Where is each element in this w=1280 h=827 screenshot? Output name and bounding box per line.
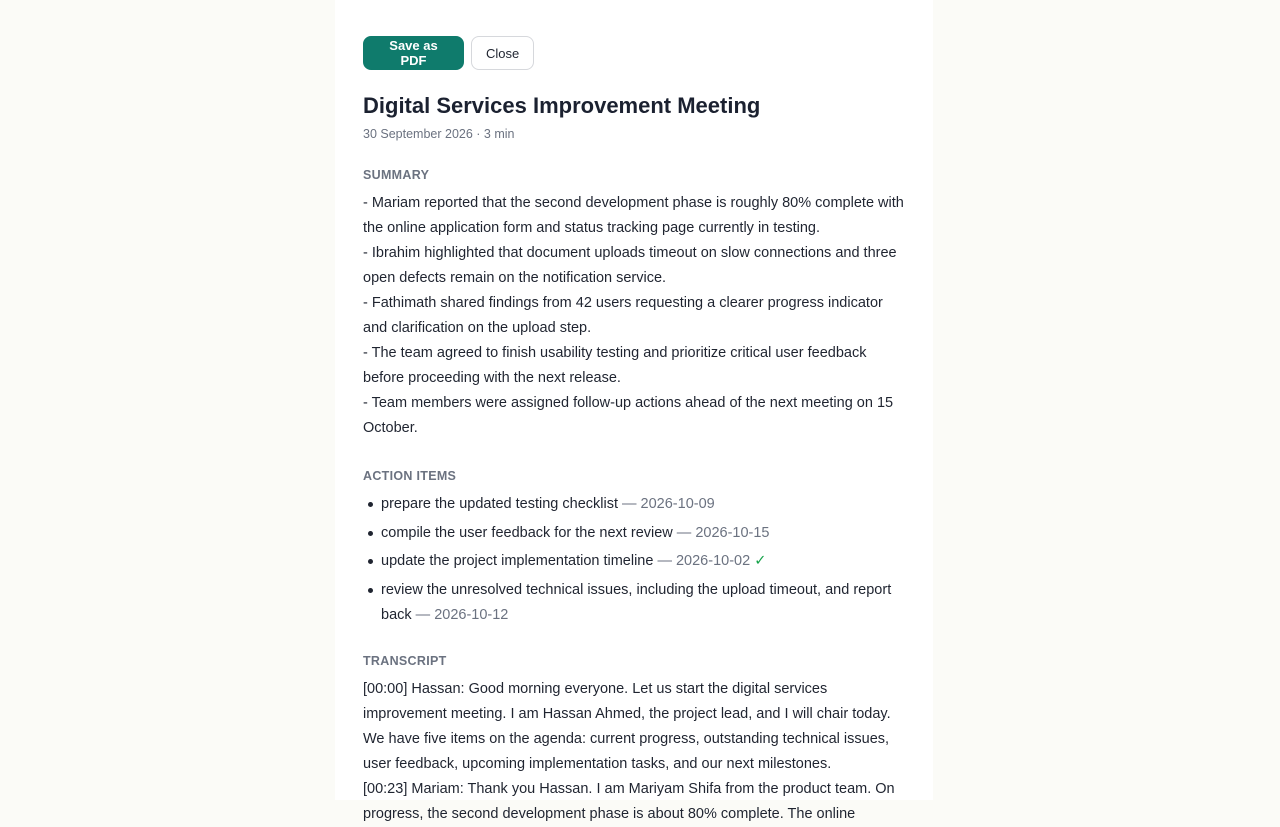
- transcript-entry: [00:00] Hassan: Good morning everyone. Let us start the digital services improvement meeting. I am Hassan Ahmed, the project lead, and I will chair today. We have five items on the agenda: current progress, outstanding technical issues, user feedback, upcoming implementation tasks, and our next milestones.: [363, 680, 891, 772]
- transcript-entry: [00:23] Mariam: Thank you Hassan. I am Mariyam Shifa from the product team. On progress, the second development phase is about 80% complete. The online: [363, 780, 895, 822]
- close-button[interactable]: Close: [471, 36, 534, 70]
- action-item-due-date: — 2026-10-02: [653, 553, 751, 569]
- summary-line: - Ibrahim highlighted that document uploads timeout on slow connections and three open defects remain on the notification service.: [363, 245, 897, 286]
- summary-line: - Team members were assigned follow-up actions ahead of the next meeting on 15 October.: [363, 395, 894, 436]
- action-item: [363, 549, 908, 574]
- action-item: [363, 492, 908, 517]
- meeting-meta: 30 September 2026 · 3 min: [363, 127, 515, 141]
- page-title: Digital Services Improvement Meeting: [363, 93, 761, 118]
- summary-line: - Mariam reported that the second development phase is roughly 80% complete with the online application form and status tracking page currently in testing.: [363, 195, 904, 236]
- action-item-text: review the unresolved technical issues, including the upload timeout, and report back: [381, 581, 892, 623]
- transcript-body: [363, 677, 908, 827]
- summary-line: - The team agreed to finish usability testing and prioritize critical user feedback before proceeding with the next release.: [363, 345, 867, 386]
- summary-heading: SUMMARY: [363, 168, 430, 182]
- action-items-list: [363, 492, 908, 628]
- action-item: [363, 521, 908, 546]
- toolbar: [363, 36, 908, 70]
- document-content: [363, 36, 908, 827]
- action-item: [363, 578, 908, 628]
- action-item-due-date: — 2026-10-12: [411, 606, 509, 623]
- action-item-text: update the project implementation timeline: [381, 553, 654, 569]
- summary-line: - Fathimath shared findings from 42 users requesting a clearer progress indicator and clarification on the upload step.: [363, 295, 883, 336]
- done-check-icon: ✓: [750, 553, 767, 569]
- action-item-due-date: — 2026-10-15: [672, 524, 770, 541]
- summary-body: [363, 191, 908, 441]
- transcript-heading: TRANSCRIPT: [363, 653, 447, 668]
- save-as-pdf-button[interactable]: Save as PDF: [363, 36, 464, 70]
- action-item-text: prepare the updated testing checklist: [381, 496, 618, 512]
- action-item-due-date: — 2026-10-09: [617, 496, 715, 512]
- action-item-text: compile the user feedback for the next review: [381, 524, 673, 541]
- summary-document: [335, 0, 933, 822]
- action-items-heading: ACTION ITEMS: [363, 469, 457, 483]
